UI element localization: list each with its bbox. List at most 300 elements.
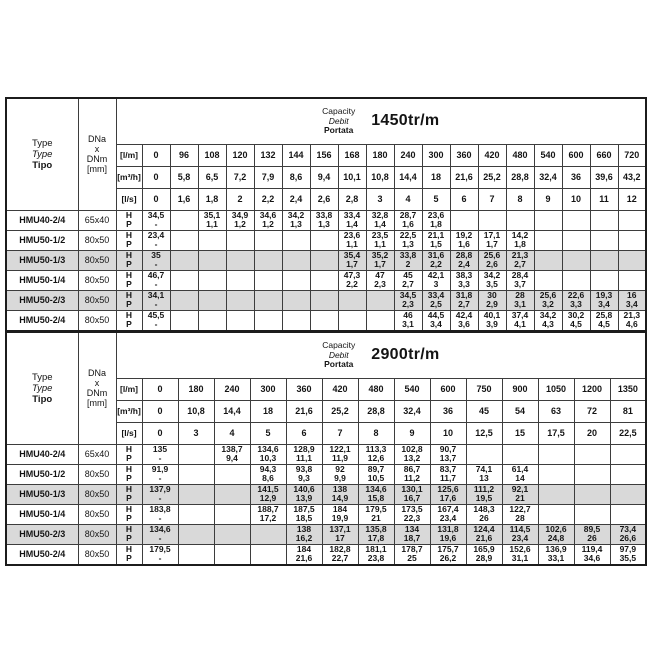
- hp-value-cell: [282, 310, 310, 331]
- hp-value-cell: [618, 250, 646, 270]
- flow-value-cell: 0: [142, 378, 178, 400]
- flow-value-cell: 72: [574, 400, 610, 422]
- hp-value-cell: [142, 464, 178, 484]
- power-value: 2,6: [486, 259, 498, 269]
- flow-value-cell: 1,6: [170, 188, 198, 210]
- hp-value-cell: [214, 504, 250, 524]
- unit-label: [l/s]: [116, 422, 142, 444]
- head-value: 165,9: [473, 544, 495, 554]
- hp-value-cell: [142, 444, 178, 464]
- head-value: 122,1: [329, 444, 351, 454]
- head-value: 25,6: [539, 290, 557, 300]
- head-value: 42,4: [455, 310, 473, 320]
- capacity-table-2900: [5, 331, 647, 566]
- hp-value-cell: [538, 464, 574, 484]
- hp-value-cell: [562, 210, 590, 230]
- flow-value-cell: 21,6: [286, 400, 322, 422]
- head-value: 92: [335, 464, 345, 474]
- hp-value-cell: [562, 230, 590, 250]
- pump-row: [6, 270, 646, 290]
- power-value: -: [158, 493, 162, 503]
- power-value: 1,4: [374, 219, 386, 229]
- hp-label: P: [126, 239, 132, 249]
- head-value: 22,5: [399, 230, 417, 240]
- hp-value-cell: [286, 464, 322, 484]
- type-header-line: Tipo: [32, 159, 53, 171]
- flow-value-cell: 156: [310, 144, 338, 166]
- hp-value-cell: [610, 504, 646, 524]
- power-value: 3,5: [486, 279, 498, 289]
- power-value: 1,6: [402, 219, 414, 229]
- power-value: 4,3: [542, 319, 554, 329]
- flow-value-cell: 300: [422, 144, 450, 166]
- power-value: 3,4: [625, 299, 638, 309]
- flow-value-cell: 43,2: [618, 166, 646, 188]
- head-value: 181,1: [365, 544, 387, 554]
- power-value: -: [154, 279, 158, 289]
- hp-label: H: [125, 210, 133, 220]
- unit-label: [l/m]: [116, 144, 142, 166]
- hp-value-cell: [198, 230, 226, 250]
- pump-dn-label: 80x50: [78, 484, 116, 504]
- unit-label: [m³/h]: [116, 166, 142, 188]
- hp-value-cell: [394, 210, 422, 230]
- hp-value-cell: [466, 544, 502, 565]
- power-value: 16,7: [403, 493, 421, 503]
- dn-header-line: DNm: [86, 154, 108, 165]
- hp-value-cell: [478, 310, 506, 331]
- flow-value-cell: 5: [422, 188, 450, 210]
- power-value: 11,1: [295, 453, 313, 463]
- hp-value-cell: [450, 230, 478, 250]
- power-value: 4,5: [598, 319, 610, 329]
- hp-value-cell: [506, 270, 534, 290]
- pump-dn-label: 80x50: [78, 524, 116, 544]
- flow-value-cell: 18: [250, 400, 286, 422]
- power-value: 18,5: [295, 513, 313, 523]
- head-value: 21,3: [623, 310, 641, 320]
- power-value: 1,3: [402, 239, 414, 249]
- power-value: 15,8: [367, 493, 385, 503]
- flow-value-cell: 0: [142, 166, 170, 188]
- pump-type-label: HMU50-2/4: [6, 310, 78, 331]
- pump-type-label: HMU50-2/4: [6, 544, 78, 565]
- head-value: 23,4: [147, 230, 165, 240]
- flow-value-cell: 10,8: [178, 400, 214, 422]
- hp-label: H: [125, 230, 133, 240]
- head-value: 44,5: [427, 310, 445, 320]
- hp-value-cell: [142, 504, 178, 524]
- hp-value-cell: [562, 250, 590, 270]
- type-header-line: Type: [32, 382, 53, 394]
- hp-value-cell: [178, 524, 214, 544]
- flow-value-cell: 28,8: [358, 400, 394, 422]
- hp-value-cell: [502, 444, 538, 464]
- power-value: -: [158, 513, 162, 523]
- head-value: 28: [515, 290, 525, 300]
- hp-label: P: [126, 513, 132, 523]
- hp-value-cell: [282, 270, 310, 290]
- flow-value-cell: 7,2: [226, 166, 254, 188]
- power-value: 22,7: [331, 553, 349, 563]
- head-value: 140,6: [293, 484, 315, 494]
- power-value: 21: [371, 513, 381, 523]
- hp-value-cell: [502, 524, 538, 544]
- hp-value-cell: [394, 444, 430, 464]
- hp-value-cell: [142, 524, 178, 544]
- head-value: 182,8: [329, 544, 351, 554]
- power-value: -: [158, 553, 162, 563]
- dn-header: [78, 332, 116, 444]
- hp-label: H: [125, 310, 133, 320]
- head-value: 184: [296, 544, 312, 554]
- flow-value-cell: 180: [366, 144, 394, 166]
- flow-value-cell: 32,4: [534, 166, 562, 188]
- hp-value-cell: [394, 484, 430, 504]
- power-value: 3,4: [430, 319, 442, 329]
- power-value: 21,6: [295, 553, 313, 563]
- pump-dn-label: 80x50: [78, 230, 116, 250]
- pump-dn-label: 65x40: [78, 210, 116, 230]
- hp-value-cell: [198, 270, 226, 290]
- hp-value-cell: [214, 484, 250, 504]
- head-value: 61,4: [511, 464, 529, 474]
- capacity-labels: [322, 107, 355, 136]
- hp-value-cell: [538, 504, 574, 524]
- flow-value-cell: 10,8: [366, 166, 394, 188]
- hp-label: P: [126, 319, 132, 329]
- hp-value-cell: [178, 444, 214, 464]
- hp-value-cell: [226, 310, 254, 331]
- head-value: 175,7: [437, 544, 459, 554]
- flow-value-cell: 36: [562, 166, 590, 188]
- flow-value-cell: 3: [178, 422, 214, 444]
- head-value: 35,4: [343, 250, 361, 260]
- power-value: 1,4: [346, 219, 358, 229]
- head-value: 34,1: [147, 290, 165, 300]
- flow-value-cell: 180: [178, 378, 214, 400]
- head-value: 134: [404, 524, 420, 534]
- head-value: 148,3: [473, 504, 495, 514]
- flow-value-cell: 750: [466, 378, 502, 400]
- hp-value-cell: [422, 230, 450, 250]
- pump-row: [6, 250, 646, 270]
- hp-labels: [116, 504, 142, 524]
- type-header: [6, 98, 78, 210]
- head-value: 25,6: [483, 250, 501, 260]
- flow-value-cell: 12: [618, 188, 646, 210]
- power-value: 1,5: [430, 239, 442, 249]
- hp-value-cell: [358, 504, 394, 524]
- power-value: 1,1: [346, 239, 358, 249]
- hp-value-cell: [250, 504, 286, 524]
- hp-value-cell: [282, 290, 310, 310]
- power-value: 17: [335, 533, 345, 543]
- head-value: 128,9: [293, 444, 315, 454]
- hp-value-cell: [226, 250, 254, 270]
- flow-value-cell: 96: [170, 144, 198, 166]
- hp-value-cell: [214, 524, 250, 544]
- power-value: 3,1: [514, 299, 526, 309]
- power-value: 3,2: [542, 299, 554, 309]
- unit-label: [l/s]: [116, 188, 142, 210]
- hp-labels: [116, 524, 142, 544]
- head-value: 134,6: [149, 524, 171, 534]
- hp-value-cell: [478, 210, 506, 230]
- hp-labels: [116, 464, 142, 484]
- power-value: 25: [407, 553, 417, 563]
- power-value: 2: [405, 259, 411, 269]
- head-value: 184: [332, 504, 348, 514]
- head-value: 28,8: [455, 250, 473, 260]
- head-value: 34,2: [483, 270, 501, 280]
- power-value: 3,1: [402, 319, 414, 329]
- hp-value-cell: [574, 544, 610, 565]
- hp-value-cell: [506, 310, 534, 331]
- head-value: 23,6: [427, 210, 445, 220]
- flow-value-cell: 8,6: [282, 166, 310, 188]
- head-value: 35: [151, 250, 161, 260]
- flow-value-cell: 420: [478, 144, 506, 166]
- head-value: 125,6: [437, 484, 459, 494]
- capacity-label: Debit: [328, 349, 349, 360]
- hp-value-cell: [358, 484, 394, 504]
- hp-value-cell: [590, 270, 618, 290]
- head-value: 179,5: [365, 504, 387, 514]
- hp-value-cell: [338, 210, 366, 230]
- flow-value-cell: 20: [574, 422, 610, 444]
- hp-value-cell: [282, 210, 310, 230]
- hp-value-cell: [394, 504, 430, 524]
- hp-label: H: [125, 504, 133, 514]
- hp-value-cell: [394, 310, 422, 331]
- hp-value-cell: [178, 464, 214, 484]
- hp-value-cell: [506, 210, 534, 230]
- hp-value-cell: [366, 250, 394, 270]
- head-value: 137,1: [329, 524, 351, 534]
- hp-value-cell: [422, 210, 450, 230]
- hp-value-cell: [422, 250, 450, 270]
- hp-value-cell: [178, 544, 214, 565]
- pump-type-label: HMU50-2/3: [6, 524, 78, 544]
- head-value: 33,4: [427, 290, 445, 300]
- hp-label: H: [125, 544, 133, 554]
- hp-value-cell: [226, 270, 254, 290]
- hp-value-cell: [450, 250, 478, 270]
- hp-value-cell: [538, 444, 574, 464]
- hp-value-cell: [422, 270, 450, 290]
- head-value: 173,5: [401, 504, 423, 514]
- hp-value-cell: [178, 484, 214, 504]
- hp-value-cell: [394, 270, 422, 290]
- hp-value-cell: [534, 310, 562, 331]
- hp-value-cell: [430, 444, 466, 464]
- hp-label: H: [125, 464, 133, 474]
- hp-labels: [116, 544, 142, 565]
- hp-value-cell: [394, 524, 430, 544]
- head-value: 21,1: [427, 230, 445, 240]
- head-value: 111,2: [473, 484, 495, 494]
- flow-value-cell: 2: [226, 188, 254, 210]
- head-value: 33,8: [399, 250, 417, 260]
- hp-labels: [116, 444, 142, 464]
- hp-value-cell: [590, 210, 618, 230]
- hp-value-cell: [170, 250, 198, 270]
- hp-value-cell: [198, 250, 226, 270]
- hp-value-cell: [618, 290, 646, 310]
- head-value: 32,8: [371, 210, 389, 220]
- head-value: 119,4: [581, 544, 603, 554]
- flow-value-cell: 2,2: [254, 188, 282, 210]
- flow-value-cell: 300: [250, 378, 286, 400]
- head-value: 188,7: [257, 504, 279, 514]
- head-value: 33,8: [315, 210, 333, 220]
- power-value: 28,9: [475, 553, 493, 563]
- flow-value-cell: 45: [466, 400, 502, 422]
- power-value: 26: [587, 533, 597, 543]
- flow-value-cell: 420: [322, 378, 358, 400]
- power-value: 1,1: [206, 219, 218, 229]
- flow-value-cell: 32,4: [394, 400, 430, 422]
- capacity-label: Capacity: [322, 106, 356, 116]
- power-value: 19,5: [475, 493, 493, 503]
- hp-value-cell: [538, 484, 574, 504]
- head-value: 94,3: [259, 464, 277, 474]
- type-header-line: Type: [31, 137, 53, 149]
- power-value: 1,7: [346, 259, 358, 269]
- head-value: 46: [403, 310, 413, 320]
- hp-label: P: [126, 553, 132, 563]
- power-value: 9,9: [334, 473, 346, 483]
- dn-header: [78, 98, 116, 210]
- flow-value-cell: 1050: [538, 378, 574, 400]
- head-value: 35,2: [371, 250, 389, 260]
- hp-value-cell: [394, 250, 422, 270]
- head-value: 30,2: [567, 310, 585, 320]
- flow-value-cell: 7: [322, 422, 358, 444]
- power-value: 22,3: [403, 513, 421, 523]
- hp-value-cell: [338, 230, 366, 250]
- pump-row: [6, 464, 646, 484]
- head-value: 42,1: [427, 270, 445, 280]
- hp-value-cell: [450, 270, 478, 290]
- flow-value-cell: 25,2: [322, 400, 358, 422]
- hp-value-cell: [534, 290, 562, 310]
- pump-dn-label: 80x50: [78, 270, 116, 290]
- hp-value-cell: [450, 290, 478, 310]
- flow-value-cell: 6,5: [198, 166, 226, 188]
- hp-value-cell: [310, 250, 338, 270]
- head-value: 38,3: [455, 270, 473, 280]
- flow-value-cell: 6: [286, 422, 322, 444]
- hp-value-cell: [610, 544, 646, 565]
- hp-value-cell: [226, 290, 254, 310]
- hp-label: P: [126, 453, 132, 463]
- pump-dn-label: 80x50: [78, 504, 116, 524]
- head-value: 31,6: [427, 250, 445, 260]
- hp-value-cell: [466, 444, 502, 464]
- power-value: -: [154, 239, 158, 249]
- type-header-line: Tipo: [32, 393, 53, 405]
- head-value: 187,5: [293, 504, 315, 514]
- flow-value-cell: 6: [450, 188, 478, 210]
- power-value: 1,7: [486, 239, 498, 249]
- hp-value-cell: [538, 524, 574, 544]
- power-value: 13,7: [439, 453, 457, 463]
- power-value: 26,6: [619, 533, 637, 543]
- hp-value-cell: [366, 270, 394, 290]
- power-value: 23,4: [511, 533, 529, 543]
- hp-value-cell: [250, 524, 286, 544]
- hp-labels: [116, 250, 142, 270]
- head-value: 83,7: [439, 464, 457, 474]
- flow-value-cell: 480: [506, 144, 534, 166]
- head-value: 102,8: [401, 444, 423, 454]
- power-value: 1,6: [458, 239, 470, 249]
- flow-value-cell: 81: [610, 400, 646, 422]
- head-value: 28,4: [511, 270, 529, 280]
- hp-value-cell: [322, 524, 358, 544]
- hp-value-cell: [142, 270, 170, 290]
- hp-value-cell: [142, 250, 170, 270]
- flow-value-cell: 4: [214, 422, 250, 444]
- head-value: 135: [152, 444, 168, 454]
- power-value: 35,5: [619, 553, 637, 563]
- hp-value-cell: [286, 504, 322, 524]
- hp-value-cell: [254, 250, 282, 270]
- flow-value-cell: 540: [394, 378, 430, 400]
- hp-value-cell: [610, 444, 646, 464]
- hp-value-cell: [338, 290, 366, 310]
- hp-labels: [116, 230, 142, 250]
- power-value: 2,2: [430, 259, 442, 269]
- pump-row: [6, 230, 646, 250]
- power-value: 3,3: [570, 299, 582, 309]
- power-value: 2,3: [402, 299, 414, 309]
- power-value: 26,2: [439, 553, 457, 563]
- power-value: 1,3: [318, 219, 330, 229]
- hp-labels: [116, 290, 142, 310]
- pump-dn-label: 80x50: [78, 464, 116, 484]
- pump-type-label: HMU50-1/4: [6, 504, 78, 524]
- power-value: 11,9: [331, 453, 349, 463]
- head-value: 179,5: [149, 544, 171, 554]
- hp-value-cell: [226, 230, 254, 250]
- power-value: 12,9: [259, 493, 277, 503]
- power-value: 1,2: [262, 219, 274, 229]
- power-value: 31,1: [511, 553, 529, 563]
- head-value: 134,6: [257, 444, 279, 454]
- head-value: 34,5: [399, 290, 417, 300]
- hp-value-cell: [466, 464, 502, 484]
- pump-type-label: HMU50-1/3: [6, 250, 78, 270]
- flow-value-cell: 660: [590, 144, 618, 166]
- hp-value-cell: [466, 524, 502, 544]
- head-value: 21,3: [511, 250, 529, 260]
- head-value: 34,2: [287, 210, 305, 220]
- power-value: 1,7: [374, 259, 386, 269]
- head-value: 89,7: [367, 464, 385, 474]
- capacity-speed-header: [116, 98, 646, 144]
- power-value: 21,6: [475, 533, 493, 543]
- hp-value-cell: [286, 484, 322, 504]
- head-value: 46,7: [147, 270, 165, 280]
- head-value: 138: [332, 484, 348, 494]
- pump-row: [6, 524, 646, 544]
- flow-value-cell: 21,6: [450, 166, 478, 188]
- hp-value-cell: [590, 230, 618, 250]
- flow-value-cell: 63: [538, 400, 574, 422]
